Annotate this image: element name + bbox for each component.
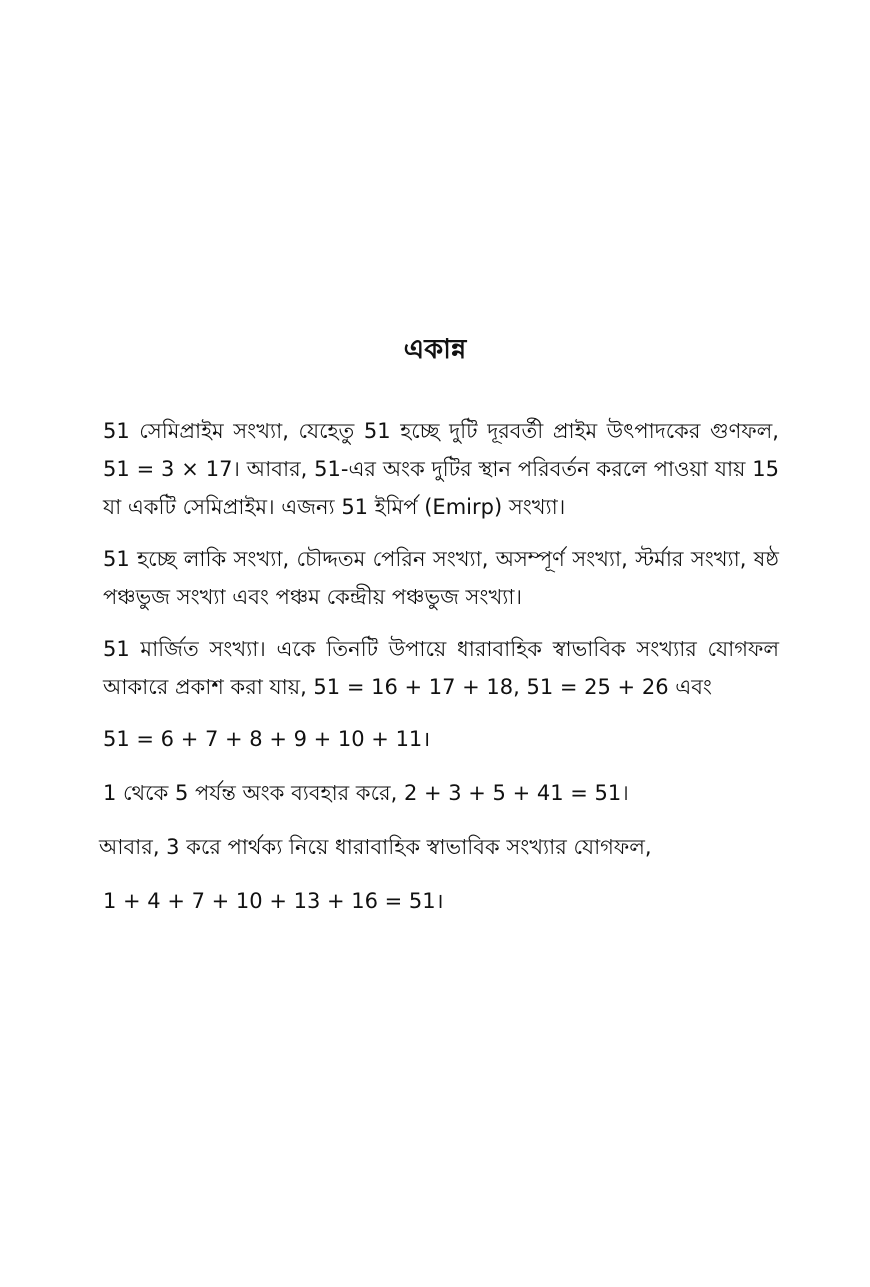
paragraph-digits-sum: 1 থেকে 5 পর্যন্ত অংক ব্যবহার করে, 2 + 3 + 5 + 41 = 51। <box>103 781 629 805</box>
paragraph-semiprime: 51 সেমিপ্রাইম সংখ্যা, যেহেতু 51 হচ্ছে দুটি দূরবর্তী প্রাইম উৎপাদকের গুণফল, 51 = 3 × 17। আবার, 51-এর অংক দুটির স্থান পরিবর্তন করলে পাওয়া যায় 15 যা একটি সেমিপ্রাইম। এজন্য 51 ইমির্প (Emirp) সংখ্যা। <box>103 419 779 519</box>
body-text <box>99 412 779 936</box>
equation-consecutive-sum: 51 = 6 + 7 + 8 + 9 + 10 + 11। <box>103 727 431 751</box>
page-title: একান্ন <box>403 334 467 365</box>
paragraph-polite-number: 51 মার্জিত সংখ্যা। একে তিনটি উপায়ে ধারাবাহিক স্বাভাবিক সংখ্যার যোগফল আকারে প্রকাশ করা যায়, 51 = 16 + 17 + 18, 51 = 25 + 26 এবং <box>103 637 779 699</box>
equation-arithmetic-sum: 1 + 4 + 7 + 10 + 13 + 16 = 51। <box>103 889 444 913</box>
paragraph-properties: 51 হচ্ছে লাকি সংখ্যা, চৌদ্দতম পেরিন সংখ্যা, অসম্পূর্ণ সংখ্যা, স্টর্মার সংখ্যা, ষষ্ঠ পঞ্চভুজ সংখ্যা এবং পঞ্চম কেন্দ্রীয় পঞ্চভুজ সংখ্যা। <box>103 547 779 609</box>
paragraph-difference-three: আবার, 3 করে পার্থক্য নিয়ে ধারাবাহিক স্বাভাবিক সংখ্যার যোগফল, <box>99 835 652 859</box>
